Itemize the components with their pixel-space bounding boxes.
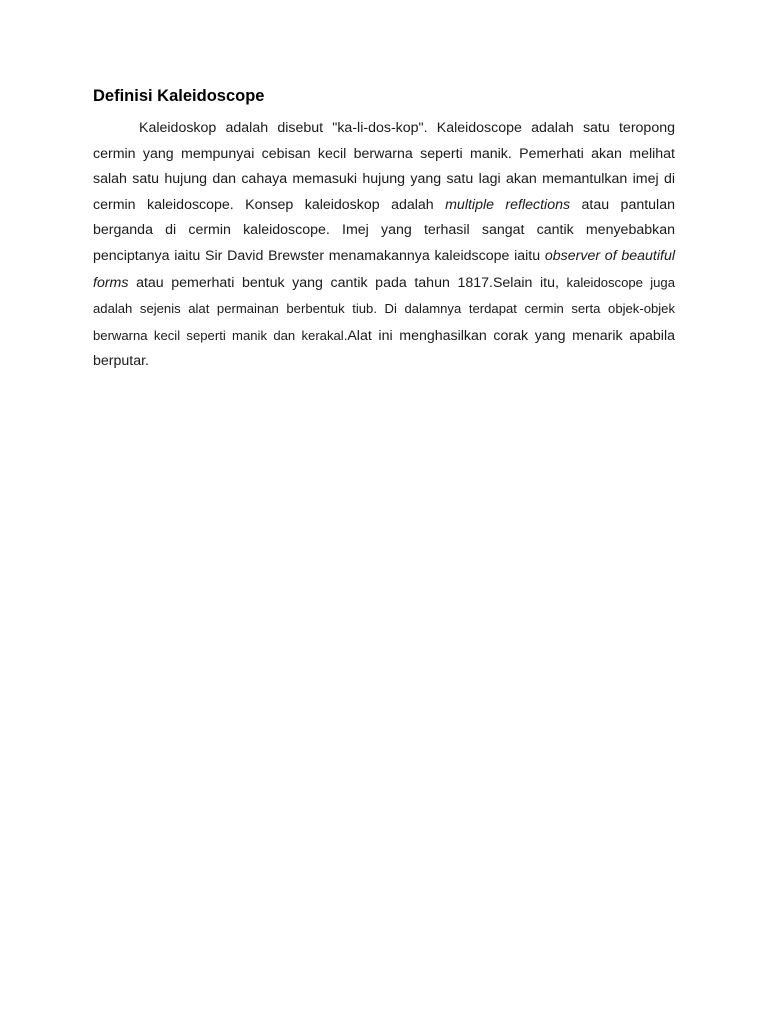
page-title: Definisi Kaleidoscope (93, 87, 265, 105)
paragraph-italic-term-2: observer of beautiful forms (93, 247, 676, 291)
paragraph-text-3: atau pemerhati bentuk yang cantik pada tahun 1817.Selain itu, (128, 274, 567, 291)
document-body (93, 86, 675, 375)
paragraph-italic-term-1: multiple reflections (445, 196, 571, 213)
paragraph-text-1: Kaleidoskop adalah disebut "ka-li-dos-kop". Kaleidoscope adalah satu teropong cermin yang mempunyai cebisan kecil berwarna seperti manik. Pemerhati akan melihat salah satu hujung dan cahaya memasuki hujung yang satu lagi akan memantulkan imej di cermin kaleidoscope. Konsep kaleidoskop adalah (93, 120, 675, 213)
paragraph-text-small: kaleidoscope juga adalah sejenis alat permainan berbentuk tiub. Di dalamnya terdapat cermin serta objek-objek berwarna kecil seperti manik dan kerakal. (93, 274, 675, 343)
paragraph-text-4: Alat ini menghasilkan corak yang menarik apabila berputar. (93, 327, 675, 370)
paragraph-text-2: atau pantulan berganda di cermin kaleidoscope. Imej yang terhasil sangat cantik menyebabkan penciptanya iaitu Sir David Brewster menamakannya kaleidscope iaitu (93, 196, 675, 264)
body-paragraph (93, 116, 675, 375)
